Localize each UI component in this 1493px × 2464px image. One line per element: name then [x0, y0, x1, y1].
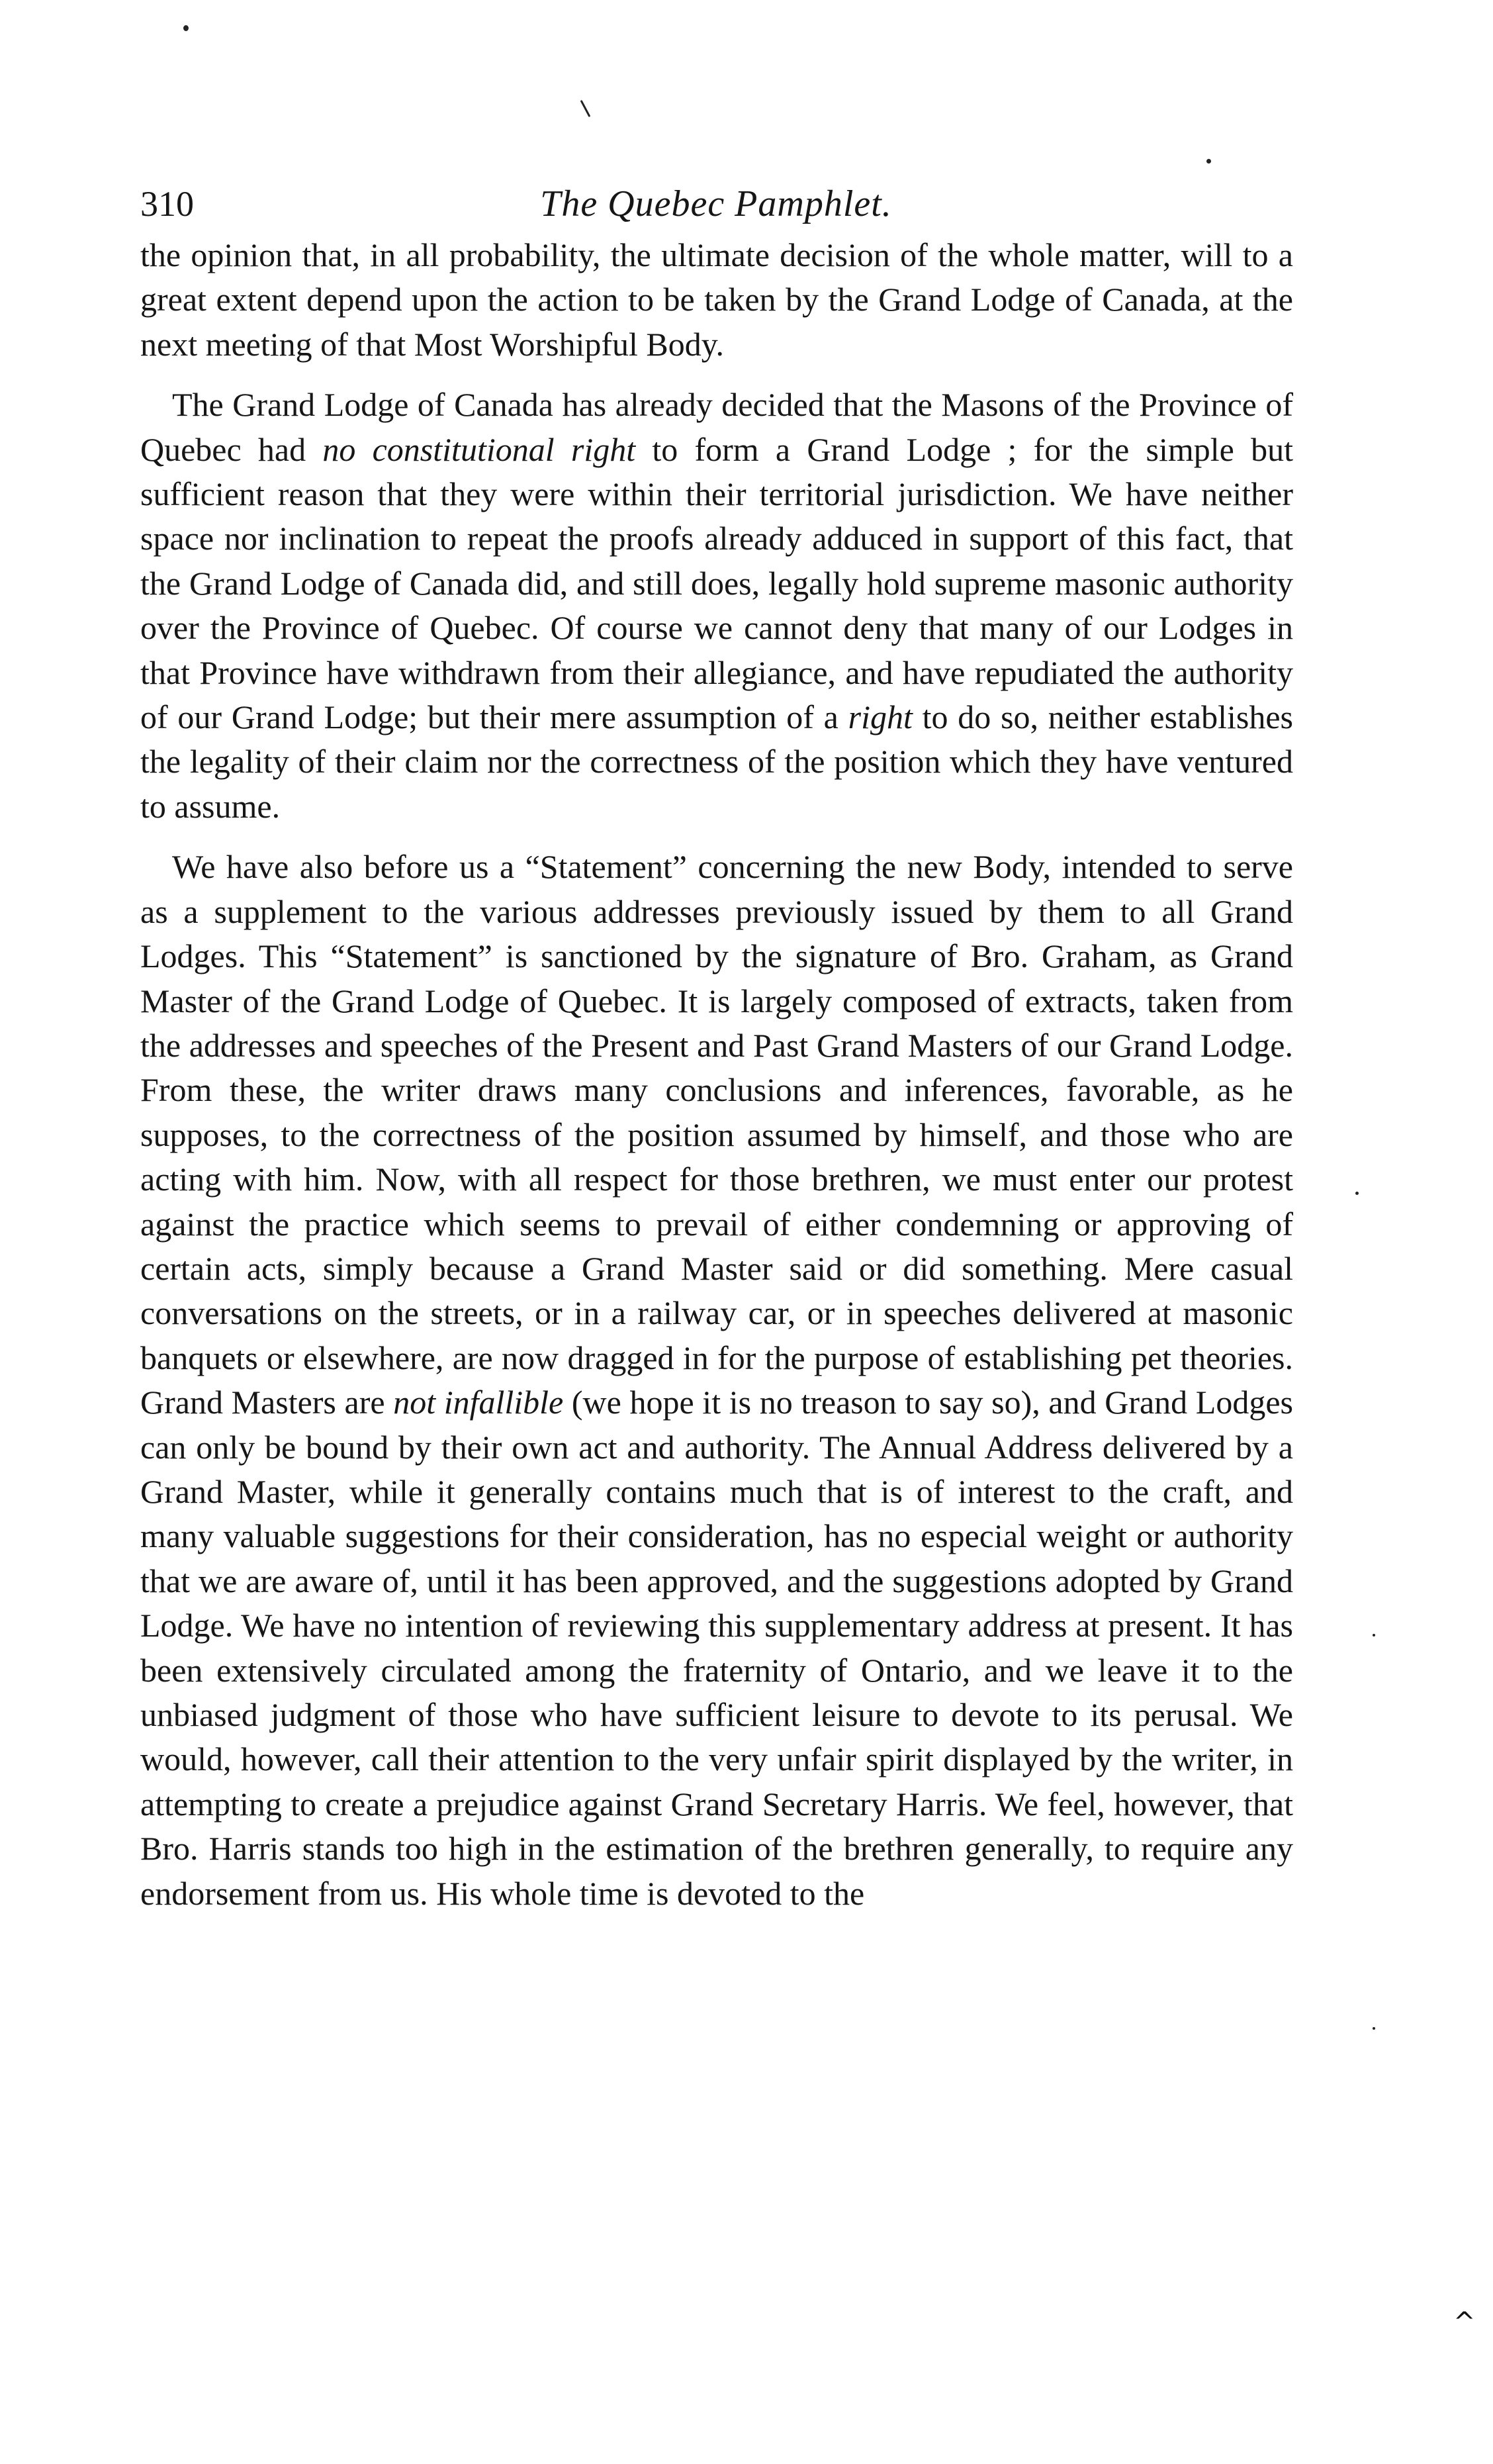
italic-phrase: no constitutional right [322, 430, 636, 468]
paragraph-text: to do so, neither establishes the legality of their claim nor the correctness of the position which they have ventured to assume. [140, 698, 1294, 825]
page-header [140, 177, 1292, 230]
italic-phrase: right [848, 698, 913, 736]
paragraph-text: The Grand Lodge of Canada has already decided that the Masons of the Province of Quebec had [140, 386, 1293, 468]
scan-speck [1373, 2027, 1375, 2030]
paragraph-text: to form a Grand Lodge ; for the simple but sufficient reason that they were within their territorial jurisdiction. We have neither space nor inclination to repeat the proofs already adduced in support of this fact, that the Grand Lodge of Canada did, and still does, legally hold supreme masonic authority over the Province of Quebec. Of course we cannot deny that many of our Lodges in that Province have withdrawn from their allegiance, and have repudiated the authority of our Grand Lodge; but their mere assumption of a [140, 430, 1293, 736]
body-text [140, 233, 1293, 1932]
italic-phrase: not infallible [393, 1384, 564, 1421]
page-number: 310 [140, 184, 194, 224]
running-title: The Quebec Pamphlet. [540, 183, 892, 224]
paragraph-grand-lodge-decision [140, 383, 1293, 829]
paragraph-text: We have also before us a “Statement” concerning the new Body, intended to serve as a supplement to the various addresses previously issued by them to all Grand Lodges. This “Statement” is sanctioned by the signature of Bro. Graham, as Grand Master of the Grand Lodge of Quebec. It is largely composed of extracts, taken from the addresses and speeches of the Present and Past Grand Masters of our Grand Lodge. From these, the writer draws many conclusions and inferences, favorable, as he supposes, to the correctness of the position assumed by himself, and those who are acting with him. Now, with all respect for those brethren, we must enter our protest against the practice which seems to prevail of either condemning or approving of certain acts, simply because a Grand Master said or did something. Mere casual conversations on the streets, or in a railway car, or in speeches delivered at masonic banquets or elsewhere, are now dragged in for the purpose of establishing pet theories. Grand Masters are [140, 848, 1293, 1421]
scan-speck [1355, 1192, 1359, 1195]
scan-mark: ^ [1453, 2307, 1476, 2338]
paragraph-statement [140, 845, 1293, 1916]
scan-speck [580, 100, 591, 117]
paragraph-text: (we hope it is no treason to say so), and Grand Lodges can only be bound by their own act and authority. The Annual Address delivered by a Grand Master, while it generally contains much that is of interest to the craft, and many valuable suggestions for their consideration, has no especial weight or authority that we are aware of, until it has been approved, and the suggestions adopted by Grand Lodge. We have no intention of reviewing this supplementary address at present. It has been extensively circulated among the fraternity of Ontario, and we leave it to the unbiased judgment of those who have sufficient leisure to devote to its perusal. We would, however, call their attention to the very unfair spirit displayed by the writer, in attempting to create a prejudice against Grand Secretary Harris. We feel, however, that Bro. Harris stands too high in the estimation of the brethren generally, to require any endorsement from us. His whole time is devoted to the [140, 1384, 1293, 1912]
scan-speck [1373, 1634, 1375, 1636]
paragraph-continuation: the opinion that, in all probability, the ultimate decision of the whole matter, will to a great extent depend upon the action to be taken by the Grand Lodge of Canada, at the next meeting of that Most Worshipful Body. [140, 236, 1293, 363]
scan-speck [183, 25, 189, 31]
scan-speck [1206, 159, 1211, 164]
